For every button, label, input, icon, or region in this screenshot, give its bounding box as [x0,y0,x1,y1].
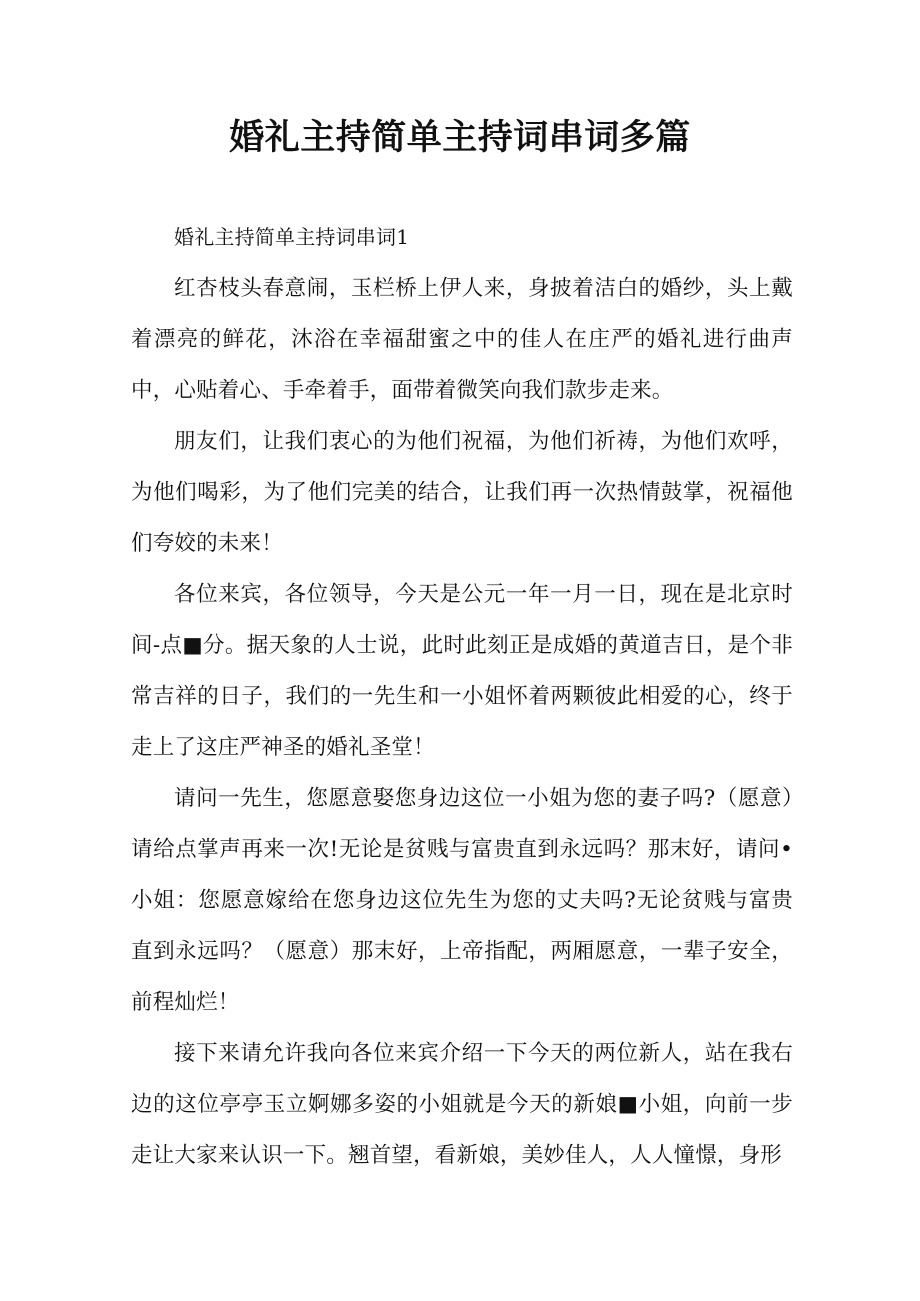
paragraph-5: 接下来请允许我向各位来宾介绍一下今天的两位新人，站在我右边的这位亭亭玉立婀娜多姿的小姐就是今天的新娘■小姐，向前一步走让大家来认识一下。翘首望，看新娘，美妙佳人，人人憧憬，身形 [131,1041,793,1168]
paragraph-2: 朋友们，让我们衷心的为他们祝福，为他们祈祷，为他们欢呼，为他们喝彩，为了他们完美的结合，让我们再一次热情鼓掌，祝福他们夸姣的未来！ [131,429,793,556]
document-title: 婚礼主持简单主持词串词多篇 [229,118,691,158]
section-heading: 婚礼主持简单主持词串词1 [174,225,410,249]
paragraph-1: 红杏枝头春意闹，玉栏桥上伊人来，身披着洁白的婚纱，头上戴着漂亮的鲜花，沐浴在幸福甜蜜之中的佳人在庄严的婚礼进行曲声中，心贴着心、手牵着手，面带着微笑向我们款步走来。 [131,276,793,403]
paragraph-3: 各位来宾，各位领导，今天是公元一年一月一日，现在是北京时间-点■分。据天象的人士说，此时此刻正是成婚的黄道吉日，是个非常吉祥的日子，我们的一先生和一小姐怀着两颗彼此相爱的心，终于走上了这庄严神圣的婚礼圣堂！ [131,582,793,760]
paragraph-4: 请问一先生，您愿意娶您身边这位一小姐为您的妻子吗?（愿意）请给点掌声再来一次!无论是贫贱与富贵直到永远吗？那末好，请问•小姐：您愿意嫁给在您身边这位先生为您的丈夫吗?无论贫贱与富贵直到永远吗？（愿意）那末好，上帝指配，两厢愿意，一辈子安全，前程灿烂！ [131,786,793,1015]
document-body [131,212,793,1181]
